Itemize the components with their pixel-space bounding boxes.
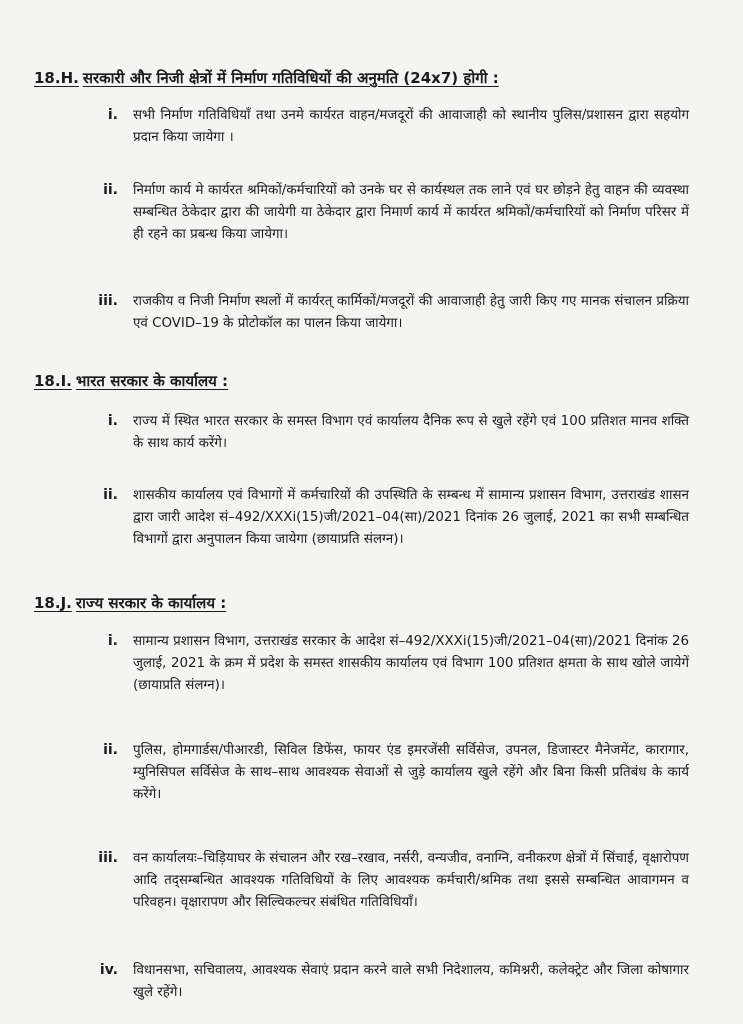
item-number: i.: [107, 633, 118, 649]
item-number: ii.: [103, 487, 118, 503]
item-text: राजकीय व निजी निर्माण स्थलों में कार्यरत् कार्मिकों/मजदूरों की आवाजाही हेतु जारी किए गए मानक संचालन प्रक्रिया एवं COVID–19 के प्रोटोकॉल का पालन किया जायेगा।: [133, 294, 689, 331]
section-heading: [34, 68, 499, 88]
item-number: iii.: [98, 293, 118, 309]
item-text: राज्य में स्थित भारत सरकार के समस्त विभाग एवं कार्यालय दैनिक रूप से खुले रहेंगे एवं 100 प्रतिशत मानव शक्ति के साथ कार्य करेंगे।: [133, 414, 689, 451]
item-number: iii.: [98, 850, 118, 866]
section-title: सरकारी और निजी क्षेत्रों में निर्माण गतिविधियों की अनुमति (24x7) होगी :: [82, 69, 499, 87]
item-number: i.: [107, 107, 118, 123]
section-code: 18.J.: [34, 594, 72, 612]
item-text: निर्माण कार्य मे कार्यरत श्रमिकों/कर्मचारियों को उनके घर से कार्यस्थल तक लाने एवं घर छोड़ने हेतु वाहन की व्यवस्था सम्बन्धित ठेकेदार द्वारा की जायेगी या ठेकेदार द्वारा निमार्ण कार्य में कार्यरत श्रमिकों/कर्मचारियों को निर्माण परिसर में ही रहने का प्रबन्ध किया जायेगा।: [133, 183, 689, 242]
section-title: भारत सरकार के कार्यालय :: [75, 372, 229, 390]
item-number: iv.: [99, 962, 118, 978]
section-title: राज्य सरकार के कार्यालय :: [75, 594, 227, 612]
item-text: विधानसभा, सचिवालय, आवश्यक सेवाएं प्रदान करने वाले सभी निदेशालय, कमिश्नरी, कलेक्ट्रेट और जिला कोषागार खुले रहेंगे।: [133, 963, 689, 1000]
item-number: ii.: [103, 182, 118, 198]
section-heading: [34, 593, 226, 613]
item-text: वन कार्यालयः–चिड़ियाघर के संचालन और रख–रखाव, नर्सरी, वन्यजीव, वनाग्नि, वनीकरण क्षेत्रों में सिंचाई, वृक्षारोपण आदि तद्सम्बन्धित आवश्यक गतिविधियों के लिए आवश्यक कर्मचारी/श्रमिक तथा इससे सम्बन्धित आवागमन व परिवहन। वृक्षारापण और सिल्विकल्चर संबंधित गतिविधियाँ।: [133, 851, 689, 910]
section-code: 18.H.: [34, 69, 79, 87]
item-text: शासकीय कार्यालय एवं विभागों में कर्मचारियों की उपस्थिति के सम्बन्ध में सामान्य प्रशासन विभाग, उत्तराखंड शासन द्वारा जारी आदेश सं–492/XXXi(15)जी/2021–04(सा)/2021 दिनांक 26 जुलाई, 2021 का सभी सम्बन्धित विभागों द्वारा अनुपालन किया जायेगा (छायाप्रति संलग्न)।: [133, 488, 689, 547]
item-text: सभी निर्माण गतिविधियाँ तथा उनमे कार्यरत वाहन/मजदूरों की आवाजाही को स्थानीय पुलिस/प्रशासन द्वारा सहयोग प्रदान किया जायेगा ।: [133, 108, 689, 145]
section-code: 18.I.: [34, 372, 72, 390]
item-number: i.: [107, 413, 118, 429]
section-heading: [34, 371, 228, 391]
item-number: ii.: [103, 742, 118, 758]
item-text: पुलिस, होमगार्डस/पीआरडी, सिविल डिफेंस, फायर एंड इमरजेंसी सर्विसेज, उपनल, डिजास्टर मैनेजमेंट, कारागार, म्युनिसिपल सर्विसेज के साथ–साथ आवश्यक सेवाओं से जुड़े कार्यालय खुले रहेंगे और बिना किसी प्रतिबंध के कार्य करेंगे।: [133, 743, 689, 802]
item-text: सामान्य प्रशासन विभाग, उत्तराखंड सरकार के आदेश सं–492/XXXi(15)जी/2021–04(सा)/2021 दिनांक 26 जुलाई, 2021 के क्रम में प्रदेश के समस्त शासकीय कार्यालय एवं विभाग 100 प्रतिशत क्षमता के साथ खोले जायेगें (छायाप्रति संलग्न)।: [133, 634, 689, 693]
